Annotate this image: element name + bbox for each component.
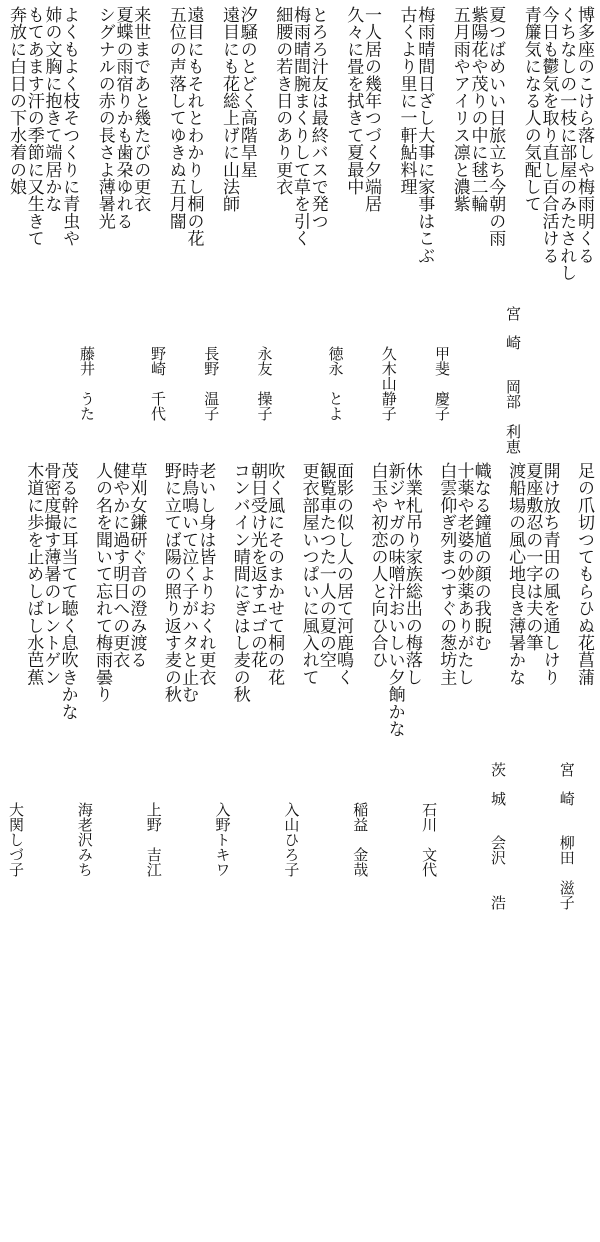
haiku-verse: 木道に歩を止めしばし水芭蕉 xyxy=(23,462,44,686)
haiku-verse: 汐騒のとどく高階旱星 xyxy=(236,6,257,178)
author-name: 甲斐 慶子 xyxy=(433,346,451,421)
haiku-verse: 観覧車たつた一人の夏の空 xyxy=(315,462,336,669)
author-name: 徳永 とよ xyxy=(326,346,345,421)
haiku-block-bottom xyxy=(0,462,600,910)
haiku-verse: 老いし身は皆よりおくれ更衣 xyxy=(195,462,216,686)
author-name: 永友 操子 xyxy=(255,346,274,421)
author-name: 会沢 浩 xyxy=(488,835,507,910)
haiku-verse: 茂る幹に耳当てて聴く息吹きかな xyxy=(57,462,78,720)
haiku-verse: 十薬や老婆の妙薬ありがたし xyxy=(453,462,474,686)
author-prefecture: 宮崎 xyxy=(504,306,522,364)
haiku-verse: 姉の文胸に抱きて端居かな xyxy=(41,6,62,213)
haiku-verse: シグナルの赤の長さよ薄暑光 xyxy=(94,6,115,230)
haiku-verse: 人の名を聞いて忘れて梅雨曇り xyxy=(92,462,113,703)
author-credit xyxy=(2,462,30,1242)
haiku-verse: 朝日受け光を返すエゴの花 xyxy=(246,462,267,669)
author-name: 稲益 金哉 xyxy=(351,802,370,877)
haiku-verse: 野に立てば陽の照り返す麦の秋 xyxy=(160,462,181,703)
haiku-verse: 紫陽花や茂りの中に毬二輪 xyxy=(467,6,488,213)
author-name: 野崎 千代 xyxy=(149,346,167,421)
haiku-verse: もてあます汗の季節に又生きて xyxy=(23,6,44,247)
haiku-verse: 五月雨やアイリス凛と濃紫 xyxy=(449,6,470,213)
haiku-verse: 博多座のこけら落しや梅雨明くる xyxy=(574,6,594,264)
haiku-verse: 新ジャガの味噌汁おいしい夕餉かな xyxy=(384,462,405,738)
haiku-verse: 吹く風にそのまかせて桐の花 xyxy=(264,462,285,686)
haiku-verse: 開け放ち青田の風を通しけり xyxy=(539,462,560,686)
haiku-verse: くちなしの一枝に部屋のみたされし xyxy=(556,6,577,282)
haiku-verse: よくもよく枝そつくりに青虫や xyxy=(59,6,80,247)
haiku-verse: 遠目にもそれとわかりし桐の花 xyxy=(183,6,204,247)
haiku-verse: 面影の似し人の居て河鹿鳴く xyxy=(333,462,354,686)
haiku-verse: 五位の声落してゆきぬ五月闇 xyxy=(165,6,186,230)
author-name: 海老沢みち xyxy=(75,802,94,877)
haiku-verse: 白雲仰ぎ列まつすぐの葱坊主 xyxy=(436,462,457,686)
haiku-verse: 幟なる鐘馗の顔の我睨む xyxy=(470,462,491,652)
haiku-verse: 夏つばめいい日旅立ち今朝の雨 xyxy=(485,6,506,247)
author-prefecture: 宮崎 xyxy=(557,762,576,820)
haiku-verse: 古くより里に一軒鮎料理 xyxy=(396,6,417,196)
author-name: 柳田 滋子 xyxy=(557,835,576,910)
author-name: 入野トキワ xyxy=(213,802,232,877)
author-name: 久木山静子 xyxy=(379,346,398,421)
haiku-verse: 久々に畳を拭きて夏最中 xyxy=(343,6,364,196)
author-name: 長野 温子 xyxy=(202,346,221,421)
author-name: 大関しづ子 xyxy=(7,802,25,877)
haiku-verse: 骨密度撮す薄暑のレントゲン xyxy=(40,462,61,686)
haiku-verse: 一人居の幾年つづく夕端居 xyxy=(361,6,381,213)
haiku-verse: 夏座敷忍の一字は夫の筆 xyxy=(522,462,543,652)
author-name: 岡部 利恵 xyxy=(504,379,522,454)
haiku-block-top xyxy=(0,6,600,454)
haiku-verse: 更衣部屋いつぱいに風入れて xyxy=(298,462,319,686)
author-name: 石川 文代 xyxy=(420,802,439,877)
haiku-verse: 健やかに過す明日への更衣 xyxy=(109,462,130,669)
author-name: 入山ひろ子 xyxy=(282,802,301,877)
haiku-verse: 白玉や初恋の人と向ひ合ひ xyxy=(367,462,388,669)
haiku-verse: コンバイン晴間にぎはし麦の秋 xyxy=(229,462,250,703)
author-prefecture: 茨城 xyxy=(488,762,507,820)
haiku-verse: 草刈女鎌研ぐ音の澄み渡る xyxy=(126,462,147,669)
haiku-verse: 梅雨晴間腕まくりして草を引く xyxy=(290,6,310,247)
haiku-verse: 細腰の若き日のあり更衣 xyxy=(272,6,293,196)
haiku-verse: 足の爪切つてもらひぬ花菖蒲 xyxy=(574,462,594,686)
haiku-verse: 夏蝶の雨宿りかも歯朶ゆれる xyxy=(112,6,133,230)
haiku-verse: 遠目にも花総上げに山法師 xyxy=(219,6,239,213)
haiku-verse: 来世まであと幾たびの更衣 xyxy=(130,6,151,213)
haiku-verse: 青簾気になる人の気配して xyxy=(520,6,541,213)
haiku-verse: 渡船場の風心地良き薄暑かな xyxy=(505,462,526,686)
haiku-verse: 今日も鬱気を取り直し百合活ける xyxy=(538,6,559,264)
haiku-verse: 休業札吊り家族総出の梅落し xyxy=(401,462,422,686)
haiku-verse: 梅雨晴間日ざし大事に家事はこぶ xyxy=(414,6,435,264)
haiku-verse: とろろ汁友は最終バスで発つ xyxy=(307,6,328,230)
haiku-verse: 時鳥鳴いて泣く子がハタと止む xyxy=(178,462,199,703)
author-name: 上野 吉江 xyxy=(144,802,163,877)
author-name: 藤井 うた xyxy=(78,346,96,421)
haiku-verse: 奔放に白日の下水着の娘 xyxy=(6,6,26,196)
